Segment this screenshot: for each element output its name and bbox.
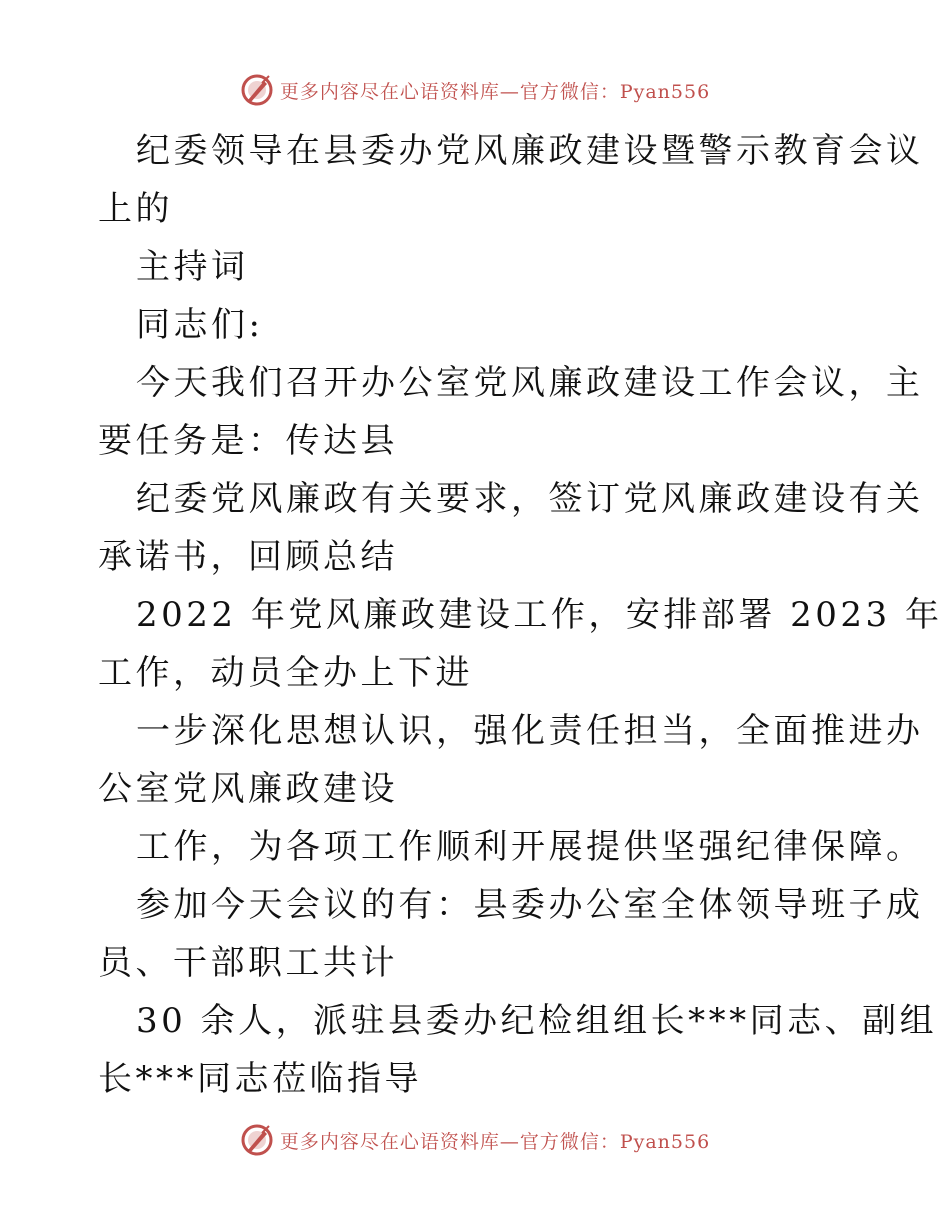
text-line: 纪委党风廉政有关要求，签订党风廉政建设有关: [136, 479, 924, 519]
text-line: 员、干部职工共计: [98, 943, 398, 983]
text-line-subtitle: 主持词: [136, 247, 249, 287]
text-line: 今天我们召开办公室党风廉政建设工作会议，主: [136, 363, 924, 403]
watermark-text: 更多内容尽在心语资料库—官方微信：Pyan556: [279, 80, 711, 103]
text-line: 承诺书，回顾总结: [98, 537, 398, 577]
text-line: 30 余人，派驻县委办纪检组组长***同志、副组: [136, 1001, 938, 1041]
header-watermark: [0, 72, 950, 108]
text-line: 长***同志莅临指导: [98, 1059, 422, 1099]
text-line-title: 纪委领导在县委办党风廉政建设暨警示教育会议: [136, 131, 924, 171]
text-line: 要任务是：传达县: [98, 421, 398, 461]
footer-watermark: [0, 1122, 950, 1158]
text-line: 工作，动员全办上下进: [98, 653, 473, 693]
text-line-salutation: 同志们:: [136, 305, 264, 345]
text-line: 工作，为各项工作顺利开展提供坚强纪律保障。: [136, 827, 924, 867]
text-line-title-cont: 上的: [98, 189, 173, 229]
document-body: [98, 122, 943, 1108]
text-line: 参加今天会议的有：县委办公室全体领导班子成: [136, 885, 924, 925]
text-line: 2022 年党风廉政建设工作，安排部署 2023 年: [136, 595, 943, 635]
watermark-text: 更多内容尽在心语资料库—官方微信：Pyan556: [279, 1130, 711, 1153]
text-line: 一步深化思想认识，强化责任担当，全面推进办: [136, 711, 924, 751]
quill-pen-logo-icon: [240, 1123, 274, 1157]
quill-pen-logo-icon: [240, 73, 274, 107]
text-line: 公室党风廉政建设: [98, 769, 398, 809]
